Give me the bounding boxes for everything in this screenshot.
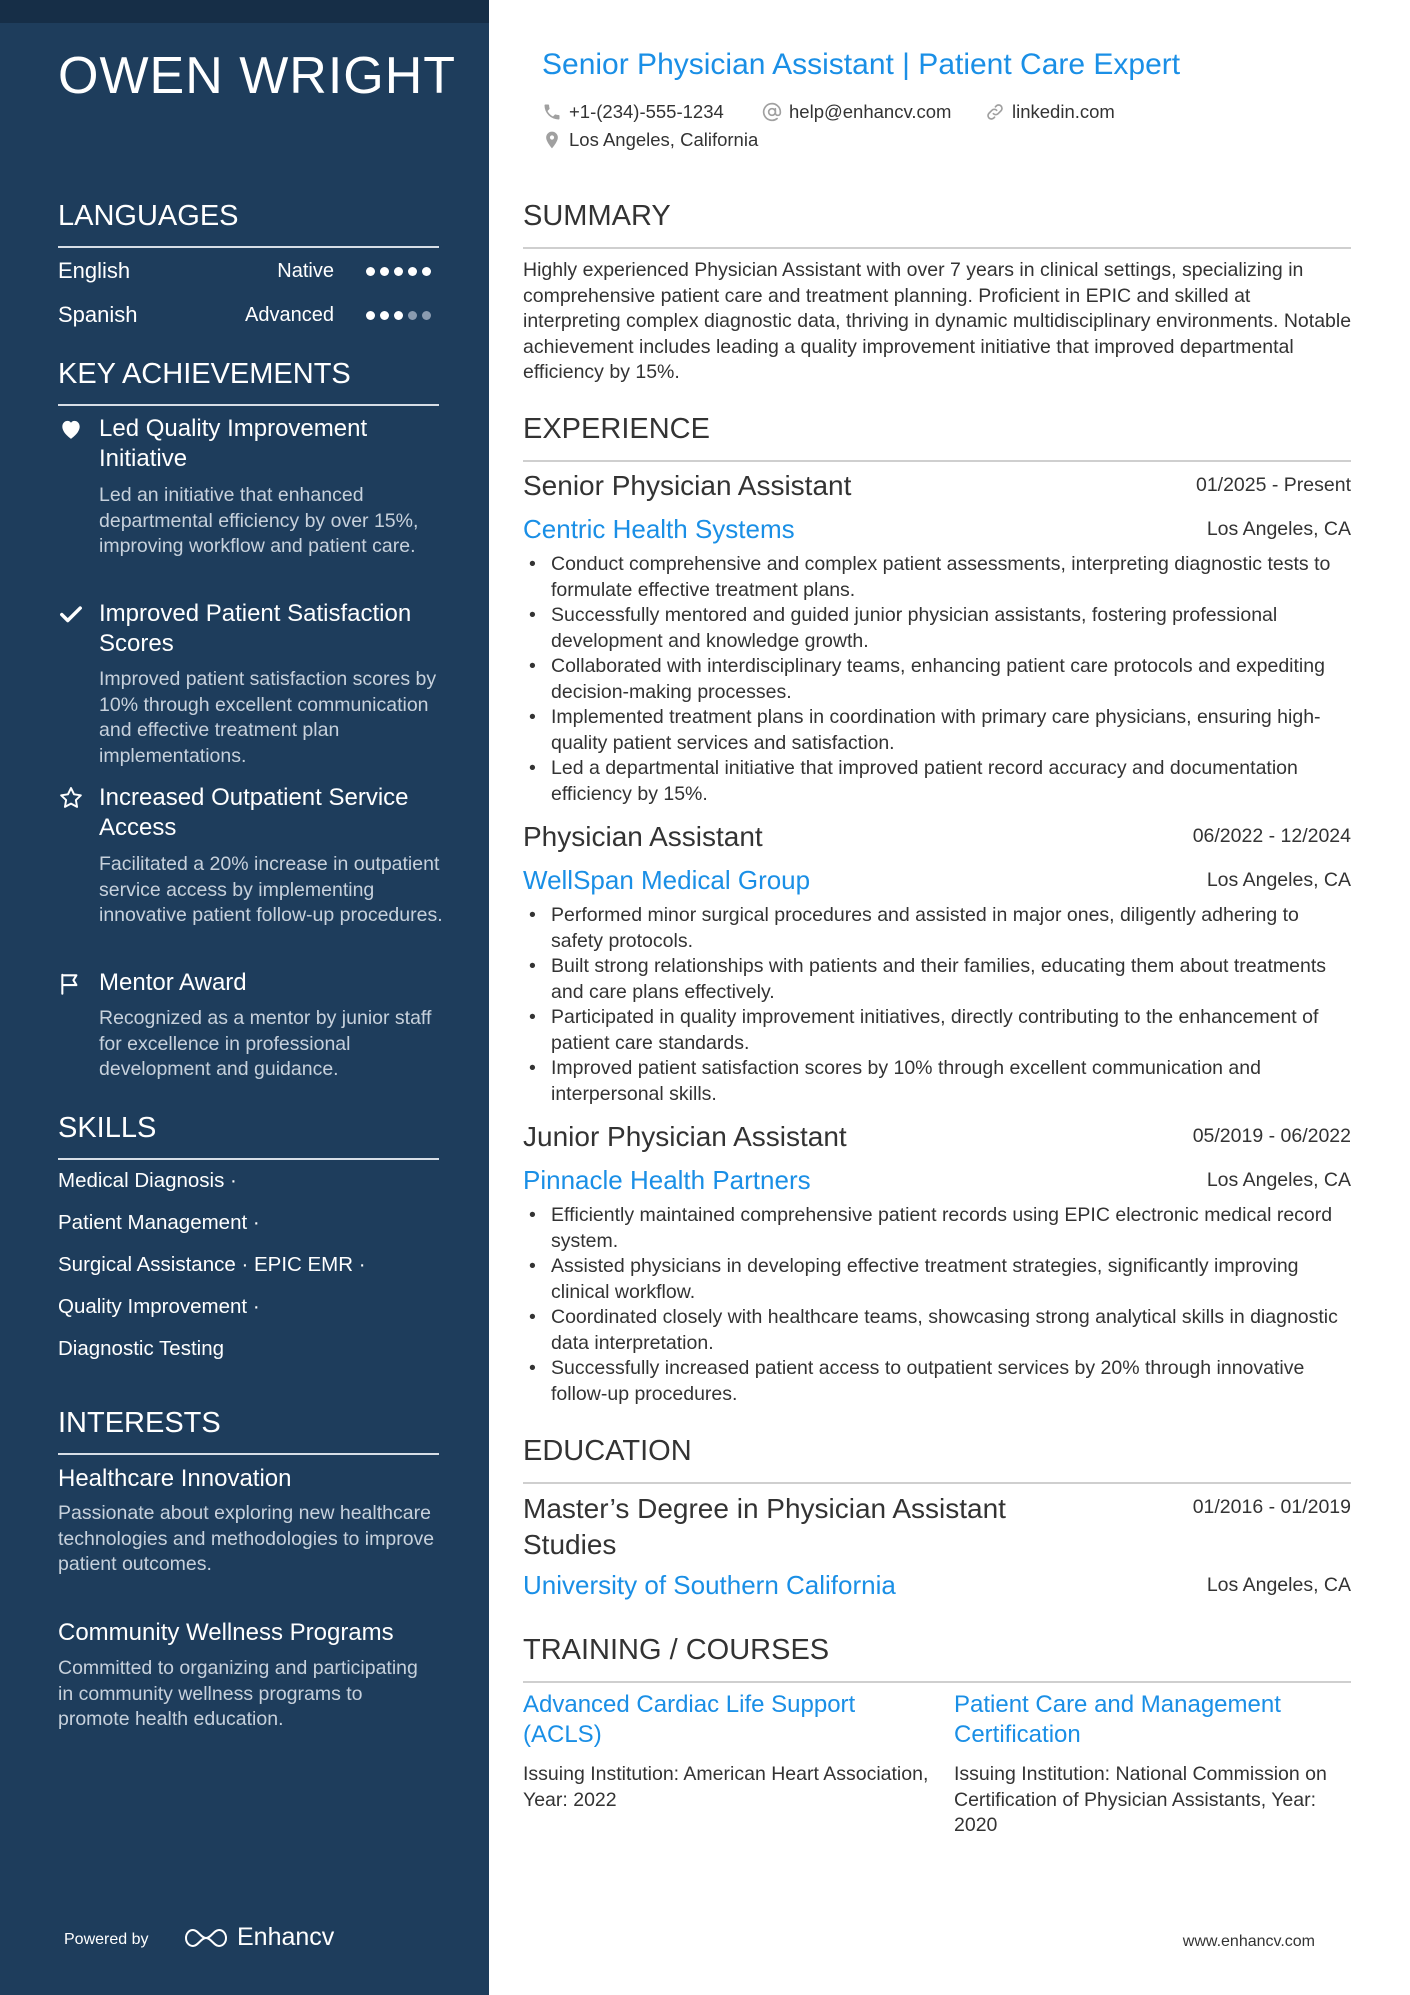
- flag-icon: [58, 971, 84, 997]
- proficiency-dot: [366, 311, 375, 320]
- enhancv-logo[interactable]: [183, 1923, 334, 1952]
- course-description: Issuing Institution: National Commission on Certification of Physician Assistants, Year: 2020: [954, 1763, 1327, 1836]
- language-name: English: [58, 258, 131, 283]
- contact-linkedin[interactable]: [985, 101, 1115, 123]
- list-item: • Conduct comprehensive and complex patient assessments, interpreting diagnostic tests to formulate effective treatment plans.: [523, 552, 1353, 603]
- achievement-description: Improved patient satisfaction scores by 10% through excellent communication and effective treatment plan implementations.: [99, 668, 437, 767]
- course-description: Issuing Institution: American Heart Association, Year: 2022: [523, 1763, 929, 1811]
- enhancv-logo-icon: [183, 1926, 229, 1950]
- job-location: Los Angeles, CA: [1206, 1169, 1351, 1191]
- skill-line: Medical Diagnosis ·: [58, 1169, 237, 1192]
- job-date: 05/2019 - 06/2022: [1192, 1125, 1351, 1147]
- list-item: • Implemented treatment plans in coordination with primary care physicians, ensuring high-quality patient services and satisfaction.: [523, 705, 1353, 756]
- job-date: 01/2025 - Present: [1195, 474, 1351, 496]
- proficiency-dot: [408, 267, 417, 276]
- education-divider: [523, 1482, 1351, 1484]
- experience-heading: EXPERIENCE: [523, 413, 710, 445]
- languages-heading: LANGUAGES: [58, 200, 239, 232]
- interest-title: Community Wellness Programs: [58, 1619, 394, 1646]
- proficiency-dot: [380, 267, 389, 276]
- proficiency-dot: [380, 311, 389, 320]
- skill-line: Patient Management ·: [58, 1211, 260, 1234]
- link-icon: [985, 102, 1005, 122]
- job-title: Physician Assistant: [523, 821, 763, 852]
- achievement-description: Led an initiative that enhanced departmental efficiency by over 15%, improving workflow and patient care.: [99, 484, 419, 557]
- interest-description: Passionate about exploring new healthcare technologies and methodologies to improve patient outcomes.: [58, 1502, 435, 1575]
- contact-location: [542, 129, 758, 151]
- headline: Senior Physician Assistant | Patient Care Expert: [542, 48, 1181, 81]
- training-heading: TRAINING / COURSES: [523, 1634, 830, 1666]
- achievement-description: Recognized as a mentor by junior staff for excellence in professional development and guidance.: [99, 1007, 432, 1080]
- language-name: Spanish: [58, 302, 138, 327]
- list-item: • Collaborated with interdisciplinary teams, enhancing patient care protocols and expediting decision-making processes.: [523, 654, 1353, 705]
- achievement-title: Increased Outpatient Service Access: [99, 784, 409, 841]
- powered-by-label: Powered by: [64, 1931, 149, 1948]
- language-proficiency-dots: [366, 311, 431, 320]
- footer-url[interactable]: www.enhancv.com: [1182, 1933, 1315, 1950]
- brand-name: Enhancv: [237, 1923, 335, 1951]
- course-title: Advanced Cardiac Life Support (ACLS): [523, 1691, 856, 1748]
- course-title: Patient Care and Management Certification: [954, 1691, 1281, 1748]
- job-company[interactable]: Pinnacle Health Partners: [523, 1165, 811, 1195]
- skills-heading: SKILLS: [58, 1112, 157, 1144]
- interest-title: Healthcare Innovation: [58, 1465, 292, 1492]
- job-date: 06/2022 - 12/2024: [1192, 825, 1351, 847]
- checkmark-icon: [58, 601, 84, 627]
- proficiency-dot: [394, 267, 403, 276]
- candidate-name: OWEN WRIGHT: [58, 47, 457, 105]
- list-item: • Successfully increased patient access to outpatient services by 20% through innovative follow-up procedures.: [523, 1356, 1353, 1407]
- degree-title: Master’s Degree in Physician Assistant Studies: [523, 1493, 1006, 1560]
- skill-line: Diagnostic Testing: [58, 1337, 224, 1360]
- at-sign-icon: [762, 102, 782, 122]
- education-date: 01/2016 - 01/2019: [1192, 1496, 1351, 1518]
- skill-line: Quality Improvement ·: [58, 1295, 260, 1318]
- list-item: • Coordinated closely with healthcare teams, showcasing strong analytical skills in diagnostic data interpretation.: [523, 1305, 1353, 1356]
- interest-description: Committed to organizing and participating in community wellness programs to promote health education.: [58, 1657, 418, 1730]
- achievements-heading: KEY ACHIEVEMENTS: [58, 358, 351, 390]
- achievement-title: Improved Patient Satisfaction Scores: [99, 600, 412, 657]
- proficiency-dot-empty: [422, 311, 431, 320]
- list-item: • Built strong relationships with patients and their families, educating them about treatments and care plans effectively.: [523, 954, 1353, 1005]
- training-divider: [523, 1681, 1351, 1683]
- list-item: • Efficiently maintained comprehensive patient records using EPIC electronic medical record system.: [523, 1203, 1353, 1254]
- summary-text: Highly experienced Physician Assistant with over 7 years in clinical settings, specializing in comprehensive patient care and treatment planning. Proficient in EPIC and skilled at interpreting complex diagnostic data, thriving in dynamic multidisciplinary environments. Notable achievement includes leading a quality improvement initiative that improved departmental efficiency by 15%.: [523, 259, 1352, 383]
- list-item: • Improved patient satisfaction scores by 10% through excellent communication and interpersonal skills.: [523, 1056, 1353, 1107]
- contact-phone[interactable]: [542, 101, 724, 123]
- education-heading: EDUCATION: [523, 1435, 692, 1467]
- location-text: Los Angeles, California: [569, 129, 759, 150]
- linkedin-text: linkedin.com: [1012, 101, 1115, 122]
- language-level: Native: [277, 260, 334, 282]
- language-proficiency-dots: [366, 267, 431, 276]
- proficiency-dot: [366, 267, 375, 276]
- job-company[interactable]: WellSpan Medical Group: [523, 865, 811, 895]
- location-pin-icon: [542, 130, 562, 150]
- job-company[interactable]: Centric Health Systems: [523, 514, 795, 544]
- job-title: Senior Physician Assistant: [523, 470, 852, 501]
- school-location: Los Angeles, CA: [1206, 1574, 1351, 1596]
- achievement-description: Facilitated a 20% increase in outpatient service access by implementing innovative patient follow-up procedures.: [99, 853, 443, 926]
- list-item: • Participated in quality improvement initiatives, directly contributing to the enhancement of patient care standards.: [523, 1005, 1353, 1056]
- list-item: • Led a departmental initiative that improved patient record accuracy and documentation efficiency by 15%.: [523, 756, 1353, 807]
- achievement-title: Mentor Award: [99, 969, 247, 996]
- skill-line: Surgical Assistance · EPIC EMR ·: [58, 1253, 366, 1276]
- experience-divider: [523, 460, 1351, 462]
- summary-divider: [523, 247, 1351, 249]
- email-text: help@enhancv.com: [789, 101, 952, 122]
- achievements-divider: [58, 404, 439, 406]
- interests-divider: [58, 1453, 439, 1455]
- achievement-title: Led Quality Improvement Initiative: [99, 415, 368, 472]
- sidebar-top-band: [0, 0, 489, 23]
- proficiency-dot: [394, 311, 403, 320]
- job-location: Los Angeles, CA: [1206, 518, 1351, 540]
- main-content: [489, 0, 1410, 1995]
- job-location: Los Angeles, CA: [1206, 869, 1351, 891]
- proficiency-dot: [422, 267, 431, 276]
- contact-email[interactable]: [762, 101, 951, 123]
- phone-text: +1-(234)-555-1234: [569, 101, 724, 122]
- job-bullets: [523, 903, 1353, 1107]
- proficiency-dot-empty: [408, 311, 417, 320]
- summary-heading: SUMMARY: [523, 200, 671, 232]
- job-title: Junior Physician Assistant: [523, 1121, 847, 1152]
- star-icon: [58, 785, 84, 811]
- interests-heading: INTERESTS: [58, 1407, 221, 1439]
- language-level: Advanced: [245, 304, 334, 326]
- list-item: • Assisted physicians in developing effective treatment strategies, significantly improving clinical workflow.: [523, 1254, 1353, 1305]
- job-bullets: [523, 1203, 1353, 1407]
- languages-divider: [58, 246, 439, 248]
- sidebar: [0, 0, 489, 1995]
- school-name[interactable]: University of Southern California: [523, 1570, 896, 1600]
- job-bullets: [523, 552, 1353, 807]
- phone-icon: [542, 102, 562, 122]
- skills-divider: [58, 1158, 439, 1160]
- heart-icon: [58, 416, 84, 442]
- list-item: • Performed minor surgical procedures and assisted in major ones, diligently adhering to safety protocols.: [523, 903, 1353, 954]
- list-item: • Successfully mentored and guided junior physician assistants, fostering professional development and knowledge growth.: [523, 603, 1353, 654]
